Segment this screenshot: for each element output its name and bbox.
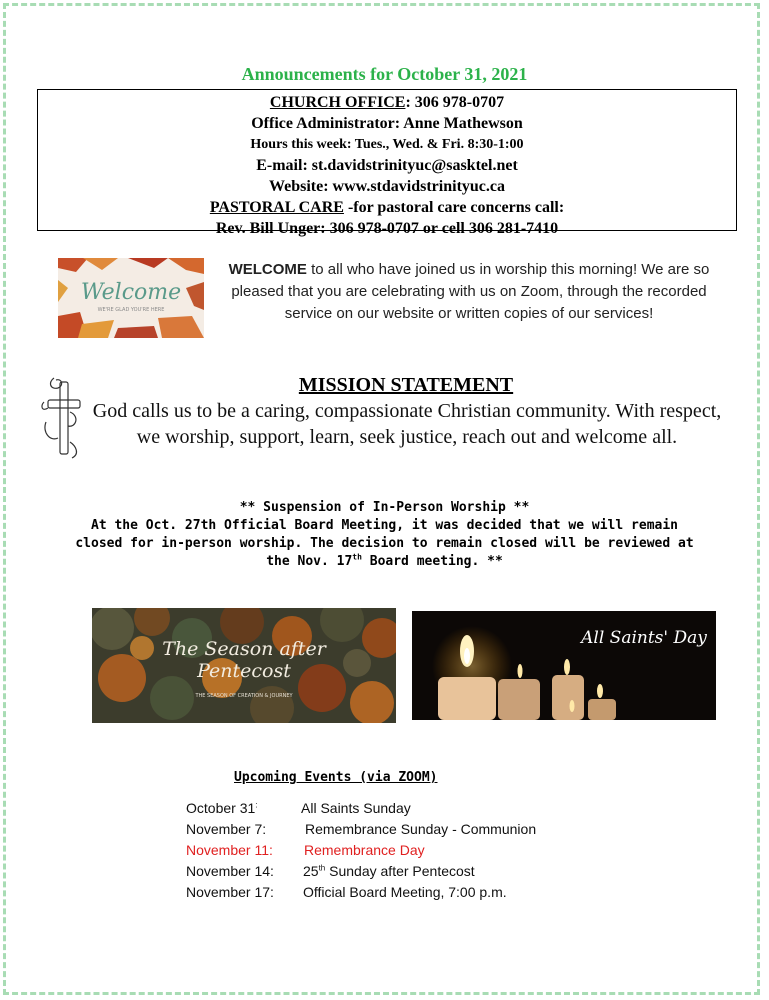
page-title: Announcements for October 31, 2021 [241,64,528,84]
event-date [186,798,258,819]
mission-body: God calls us to be a caring, compassionate Christian community. With respect, we worship, support, learn, seek justice, reach out and welcome all. [92,400,722,448]
all-saints-image-art [412,611,716,720]
welcome-message [214,259,724,325]
event-date: November 14: [186,863,274,879]
events-heading: Upcoming Events (via ZOOM) [234,770,438,785]
welcome-image-subtext: WE'RE GLAD YOU'RE HERE [97,307,165,313]
suspension-line-2: closed for in-person worship. The decision to remain closed will be reviewed at [75,536,694,551]
church-office-phone: : 306 978-0707 [405,94,505,111]
website-line: Website: www.stdavidstrinityuc.ca [269,178,505,195]
event-name [303,861,475,882]
pentecost-title-2: Pentecost [197,660,291,682]
suspension-heading: ** Suspension of In-Person Worship ** [239,500,530,515]
event-name: All Saints Sunday [301,800,411,816]
office-hours: Hours this week: Tues., Wed. & Fri. 8:30-1:00 [250,137,524,152]
all-saints-title: All Saints' Day [581,628,707,648]
event-date-sup: : [255,800,258,810]
suspension-line-3 [20,553,749,571]
church-office-line [38,92,736,113]
suspension-line-3-sup: th [352,552,362,562]
suspension-line-1: At the Oct. 27th Official Board Meeting, it was decided that we will remain [91,518,678,533]
event-name-sup: th [318,863,326,873]
pentecost-subtitle: THE SEASON OF CREATION & JOURNEY [195,693,293,699]
event-date-text: October 31 [186,800,256,816]
pentecost-image-art [92,608,396,723]
office-administrator: Office Administrator: Anne Mathewson [251,115,523,132]
welcome-image [58,258,204,338]
event-date: November 11: [186,842,273,858]
email-line: E-mail: st.davidstrinityuc@sasktel.net [256,157,518,174]
suspension-notice [20,499,749,571]
event-name-post: Sunday after Pentecost [325,863,475,879]
mission-heading: MISSION STATEMENT [298,374,514,396]
pastoral-care-text: -for pastoral care concerns call: [343,199,565,216]
welcome-body: to all who have joined us in worship this morning! We are so pleased that you are celebrating with us on Zoom, through the recorded service on our website or written copies of our services! [231,261,710,322]
welcome-lead: WELCOME [228,261,307,278]
event-name: Remembrance Day [304,842,425,858]
pastoral-care-label: PASTORAL CARE [209,199,344,216]
pentecost-image [92,608,396,723]
event-name: Remembrance Sunday - Communion [305,821,537,837]
event-name-text: 25 [303,863,319,879]
suspension-line-3-post: Board meeting. ** [361,554,503,569]
event-date: November 7: [186,821,267,837]
event-name: Official Board Meeting, 7:00 p.m. [303,884,507,900]
welcome-image-art [58,258,204,338]
pastoral-care-line [38,197,736,218]
church-office-label: CHURCH OFFICE [269,94,406,111]
pastoral-contact: Rev. Bill Unger: 306 978-0707 or cell 306 281-7410 [215,220,559,237]
welcome-image-text: Welcome [80,280,182,305]
event-date: November 17: [186,884,274,900]
all-saints-image [412,611,716,720]
contact-box [37,89,737,237]
suspension-line-3-pre: the Nov. 17 [266,554,353,569]
pentecost-title-1: The Season after [162,638,326,660]
